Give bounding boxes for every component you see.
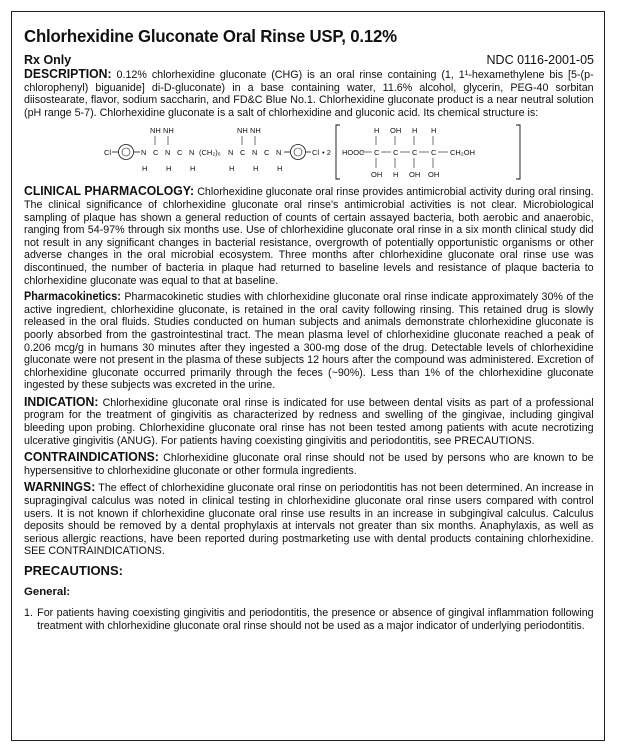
description-section <box>24 68 594 119</box>
svg-text:N: N <box>228 148 234 158</box>
svg-text:NH: NH <box>237 126 248 136</box>
contraindications-heading: CONTRAINDICATIONS: <box>24 449 159 465</box>
svg-text:H: H <box>431 126 437 136</box>
svg-text:H: H <box>229 164 235 174</box>
indication-text: Chlorhexidine gluconate oral rinse is indicated for use between dental visits as part of a professional program for the treatment of gingivitis as characterized by redness and swelling of the gingivae, including gingival bleeding upon probing. Chlorhexidine gluconate oral rinse has not been tested among patients with acute necrotizing ulcerative gingivitis (ANUG). For patients having coexisting gingivitis and periodontitis, see PRECAUTIONS. <box>24 396 594 447</box>
svg-text:CH₂OH: CH₂OH <box>450 148 475 158</box>
svg-text:• 2: • 2 <box>322 148 331 158</box>
document-body <box>24 26 594 632</box>
svg-text:H: H <box>253 164 259 174</box>
svg-text:N: N <box>165 148 171 158</box>
structure-cl-left: Cl <box>104 148 112 158</box>
svg-text:NH: NH <box>163 126 174 136</box>
list-item-number: 1. <box>24 607 33 619</box>
svg-text:(CH₂)₆: (CH₂)₆ <box>199 148 221 158</box>
list-item <box>24 607 594 632</box>
warnings-section <box>24 481 594 558</box>
svg-text:H: H <box>393 170 399 180</box>
svg-text:C: C <box>374 148 380 158</box>
pharmacokinetics-section <box>24 291 594 392</box>
svg-text:H: H <box>166 164 172 174</box>
warnings-text: The effect of chlorhexidine gluconate oral rinse on periodontitis has not been determined. An increase in supragingival calculus was noted in clinical testing in chlorhexidine gluconate oral rinse users compared with control users. It is not known if chlorhexidine gluconate oral rinse use results in an increase in subgingival calculus. Calculus deposits should be removed by a dental prophylaxis at intervals not greater than six months. Anaphylaxis, as well as serious allergic reactions, have been reported during postmarketing use with dental products containing chlorhexidine. SEE CONTRAINDICATIONS. <box>24 482 594 558</box>
svg-text:NH: NH <box>250 126 261 136</box>
indication-section <box>24 393 594 447</box>
svg-text:OH: OH <box>428 170 440 180</box>
pharmacokinetics-text: Pharmacokinetic studies with chlorhexidine gluconate oral rinse indicate approximately 30% of the active ingredient, chlorhexidine gluconate, is retained in the oral cavity following rinsing. This retained drug is slowly released in the oral fluids. Studies conducted on human subjects and animals demonstrate chlorhexidine gluconate is poorly absorbed from the gastrointestinal tract. The mean plasma level of chlorhexidine gluconate reached a peak of 0.206 mcg/g in humans 30 minutes after they ingested a 300-mg dose of the drug. Detectable levels of chlorhexidine gluconate were not present in the plasma of these subjects 12 hours after the compound was administered. Excretion of chlorhexidine gluconate occurred primarily through the feces (~90%). Less than 1% of the chlorhexidine gluconate ingested by these subjects was excreted in the urine. <box>24 291 594 392</box>
contraindications-section <box>24 451 594 477</box>
svg-text:NH: NH <box>150 126 161 136</box>
contraindications-text: Chlorhexidine gluconate oral rinse should not be used by persons who are known to be hypersensitive to chlorhexidine gluconate or other formula ingredients. <box>24 452 594 477</box>
svg-text:C: C <box>431 148 437 158</box>
svg-text:N: N <box>141 148 147 158</box>
svg-text:H: H <box>374 126 380 136</box>
ndc-number: NDC 0116-2001-05 <box>486 53 594 67</box>
svg-text:OH: OH <box>390 126 402 136</box>
svg-text:OH: OH <box>409 170 421 180</box>
rx-line <box>24 53 594 67</box>
svg-text:C: C <box>412 148 418 158</box>
structure-cl-right: Cl <box>312 148 320 158</box>
svg-text:H: H <box>412 126 418 136</box>
svg-text:HOOC: HOOC <box>342 148 365 158</box>
rx-only: Rx Only <box>24 53 72 67</box>
svg-text:C: C <box>177 148 183 158</box>
svg-text:N: N <box>276 148 282 158</box>
svg-text:OH: OH <box>371 170 383 180</box>
indication-heading: INDICATION: <box>24 393 99 409</box>
clinical-pharmacology-section <box>24 185 594 287</box>
svg-text:N: N <box>189 148 195 158</box>
svg-text:C: C <box>393 148 399 158</box>
svg-text:H: H <box>142 164 148 174</box>
clinical-pharmacology-text: Chlorhexidine gluconate oral rinse provides antimicrobial activity during oral rinsing. The clinical significance of chlorhexidine gluconate oral rinse's antimicrobial activities is not clear. Microbiological sampling of plaque has shown a general reduction of counts of certain assayed bacteria, both aerobic and anaerobic, ranging from 54-97% through six months use. Use of chlorhexidine gluconate oral rinse in a six month clinical study did not result in any significant changes in bacterial resistance, overgrowth of potentially opportunistic organisms or other adverse changes in the oral microbial ecosystem. Three months after chlorhexidine gluconate oral rinse use was discontinued, the number of bacteria in plaque had returned to baseline levels and resistance of plaque bacteria to chlorhexidine gluconate was equal to that at baseline. <box>24 186 594 287</box>
document-title: Chlorhexidine Gluconate Oral Rinse USP, 0.12% <box>24 26 397 46</box>
warnings-heading: WARNINGS: <box>24 479 96 495</box>
precautions-heading: PRECAUTIONS: <box>24 563 123 578</box>
svg-text:C: C <box>240 148 246 158</box>
clinical-pharmacology-heading: CLINICAL PHARMACOLOGY: <box>24 183 195 199</box>
description-heading: DESCRIPTION: <box>24 66 112 81</box>
svg-text:H: H <box>277 164 283 174</box>
svg-text:C: C <box>153 148 159 158</box>
chemical-structure <box>24 123 594 181</box>
svg-text:H: H <box>190 164 196 174</box>
svg-text:C: C <box>264 148 270 158</box>
svg-text:N: N <box>252 148 258 158</box>
description-text: 0.12% chlorhexidine gluconate (CHG) is an oral rinse containing (1, 1¹-hexamethylene bis [5-(p-chlorophenyl) biguanide] di-D-gluconate) in a base containing water, 11.6% alcohol, glycerin, PEG-40 sorbitan diisostearate, flavor, sodium saccharin, and FD&C Blue No.1. Chlorhexidine gluconate product is a near neutral solution (pH range 5-7). Chlorhexidine gluconate is a salt of chlorhexidine and gluconic acid. Its chemical structure is: <box>24 69 594 119</box>
pharmacokinetics-heading: Pharmacokinetics: <box>24 290 121 304</box>
general-subheading: General: <box>24 586 71 598</box>
list-item-text: For patients having coexisting gingivitis and periodontitis, the presence or absence of gingival inflammation following treatment with chlorhexidine gluconate oral rinse should not be used as a major indicator of underlying periodontitis. <box>37 607 594 632</box>
